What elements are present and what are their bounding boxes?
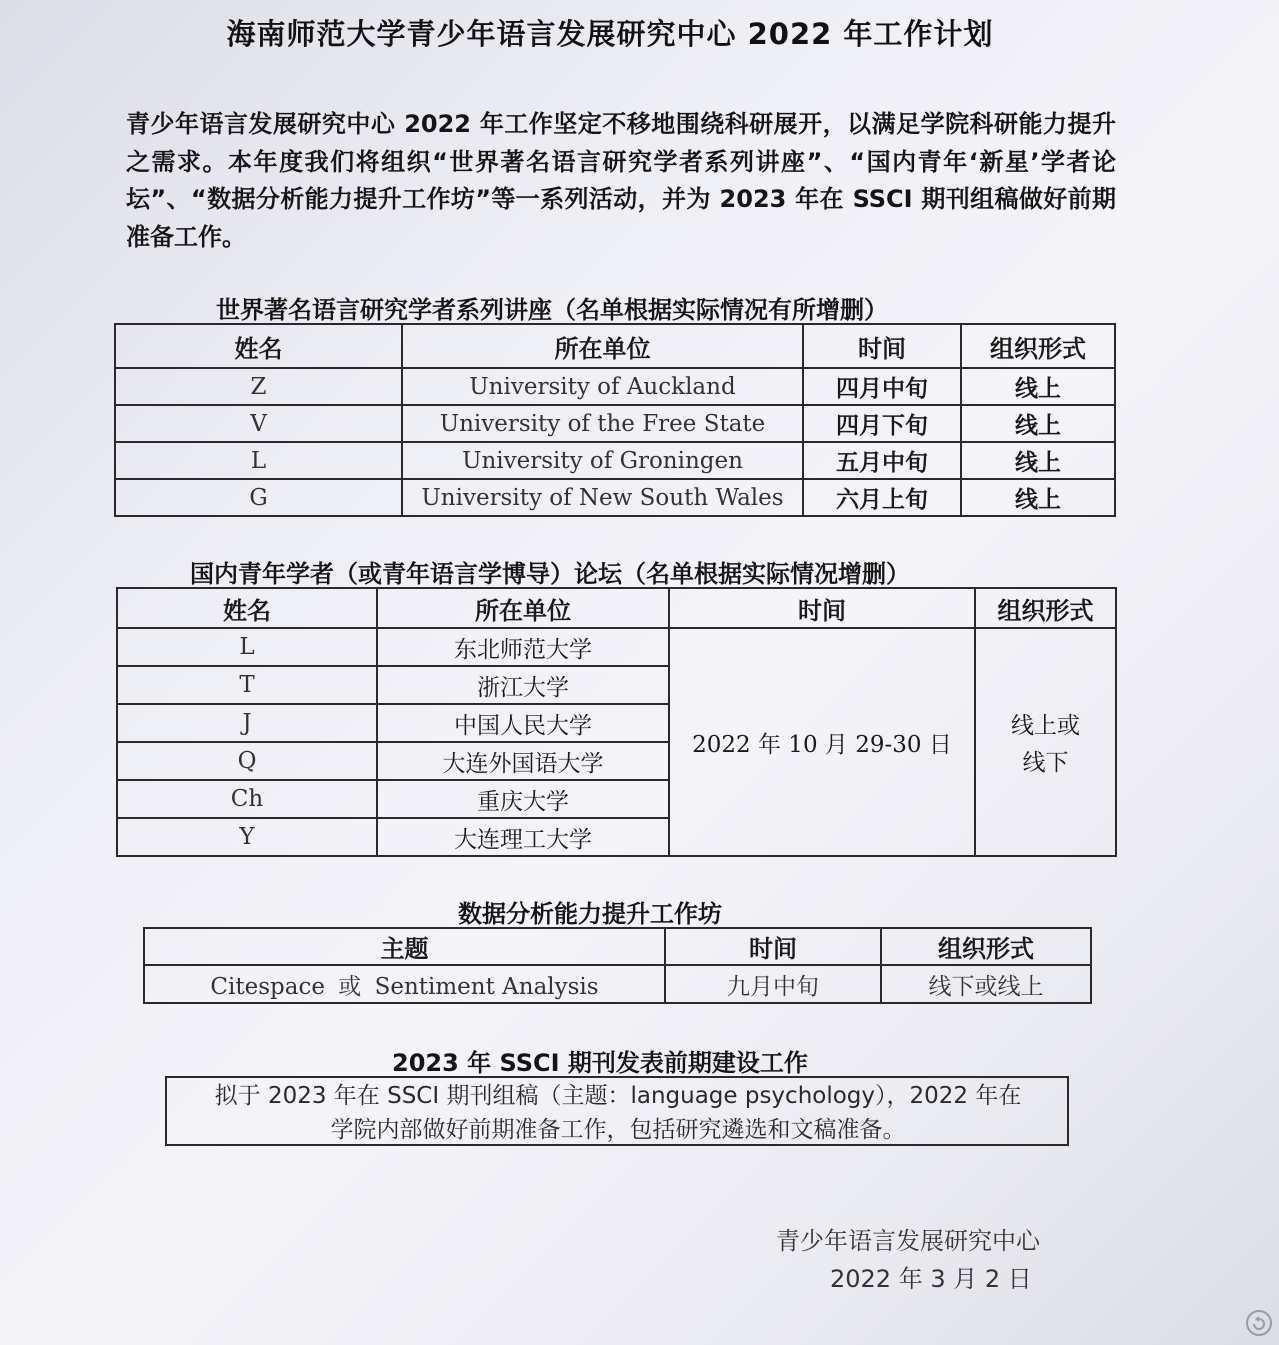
cell-format: 线下或线上 (881, 965, 1091, 1003)
column-header-format: 组织形式 (975, 588, 1116, 628)
table-row (144, 965, 1091, 1003)
workshop-section-title: 数据分析能力提升工作坊 (458, 900, 722, 928)
cell-forum-time: 2022 年 10 月 29-30 日 (669, 628, 975, 856)
column-header-name: 姓名 (115, 324, 402, 368)
table-row (115, 442, 1115, 479)
ssci-line: 拟于 2023 年在 SSCI 期刊组稿（主题：language psychology），2022 年在 (214, 1083, 1022, 1109)
column-header-unit: 所在单位 (377, 588, 669, 628)
table-row (117, 628, 1116, 666)
cell-time: 五月中旬 (803, 442, 961, 479)
cell-unit: University of Auckland (402, 368, 803, 405)
cell-name: Q (117, 742, 377, 780)
lectures-section-title: 世界著名语言研究学者系列讲座（名单根据实际情况有所增删） (216, 296, 888, 324)
cell-unit: University of New South Wales (402, 479, 803, 516)
cell-name: T (117, 666, 377, 704)
column-header-format: 组织形式 (961, 324, 1115, 368)
forum-section-title: 国内青年学者（或青年语言学博导）论坛（名单根据实际情况增删） (190, 560, 910, 588)
cell-name: J (117, 704, 377, 742)
topic-part: 或 (338, 973, 362, 1000)
cell-time: 四月下旬 (803, 405, 961, 442)
lectures-table (114, 323, 1116, 517)
table-header-row (144, 928, 1091, 965)
cell-format: 线上 (961, 479, 1115, 516)
cell-forum-format (975, 628, 1116, 856)
cell-name: V (115, 405, 402, 442)
cell-format: 线上 (961, 442, 1115, 479)
signature-date: 2022 年 3 月 2 日 (830, 1265, 1032, 1293)
cell-name: L (117, 628, 377, 666)
intro-paragraph: 青少年语言发展研究中心 2022 年工作坚定不移地围绕科研展开，以满足学院科研能力提升之需求。本年度我们将组织“世界著名语言研究学者系列讲座”、“国内青年‘新星’学者论坛”、“数据分析能力提升工作坊”等一系列活动，并为 2023 年在 SSCI 期刊组稿做好前期准备工作。 (126, 110, 1116, 251)
column-header-format: 组织形式 (881, 928, 1091, 965)
cell-name: Z (115, 368, 402, 405)
cell-topic (144, 965, 665, 1003)
cell-unit: 大连外国语大学 (377, 742, 669, 780)
column-header-time: 时间 (669, 588, 975, 628)
rotate-icon (1244, 1308, 1274, 1338)
ssci-line: 学院内部做好前期准备工作，包括研究遴选和文稿准备。 (330, 1117, 906, 1143)
table-row (115, 405, 1115, 442)
cell-unit: University of the Free State (402, 405, 803, 442)
cell-unit: 东北师范大学 (377, 628, 669, 666)
signature-org: 青少年语言发展研究中心 (776, 1227, 1040, 1255)
cell-name: Y (117, 818, 377, 856)
cell-unit: 大连理工大学 (377, 818, 669, 856)
cell-name: L (115, 442, 402, 479)
table-header-row (115, 324, 1115, 368)
format-line: 线下 (1022, 750, 1069, 776)
cell-unit: 重庆大学 (377, 780, 669, 818)
topic-part: Citespace (210, 973, 325, 1000)
cell-time: 四月中旬 (803, 368, 961, 405)
cell-time: 九月中旬 (665, 965, 881, 1003)
cell-format: 线上 (961, 368, 1115, 405)
cell-name: Ch (117, 780, 377, 818)
ssci-section-title: 2023 年 SSCI 期刊发表前期建设工作 (392, 1049, 808, 1077)
cell-name: G (115, 479, 402, 516)
column-header-topic: 主题 (144, 928, 665, 965)
document-title: 海南师范大学青少年语言发展研究中心 2022 年工作计划 (226, 17, 994, 51)
column-header-name: 姓名 (117, 588, 377, 628)
column-header-unit: 所在单位 (402, 324, 803, 368)
cell-time: 六月上旬 (803, 479, 961, 516)
column-header-time: 时间 (803, 324, 961, 368)
ssci-description-box (165, 1076, 1069, 1146)
workshop-table (143, 927, 1092, 1004)
table-row (115, 368, 1115, 405)
cell-unit: University of Groningen (402, 442, 803, 479)
table-header-row (117, 588, 1116, 628)
cell-unit: 浙江大学 (377, 666, 669, 704)
format-line: 线上或 (1011, 713, 1080, 739)
forum-table (116, 587, 1117, 857)
table-row (115, 479, 1115, 516)
cell-unit: 中国人民大学 (377, 704, 669, 742)
topic-part: Sentiment Analysis (374, 973, 599, 1000)
column-header-time: 时间 (665, 928, 881, 965)
cell-format: 线上 (961, 405, 1115, 442)
